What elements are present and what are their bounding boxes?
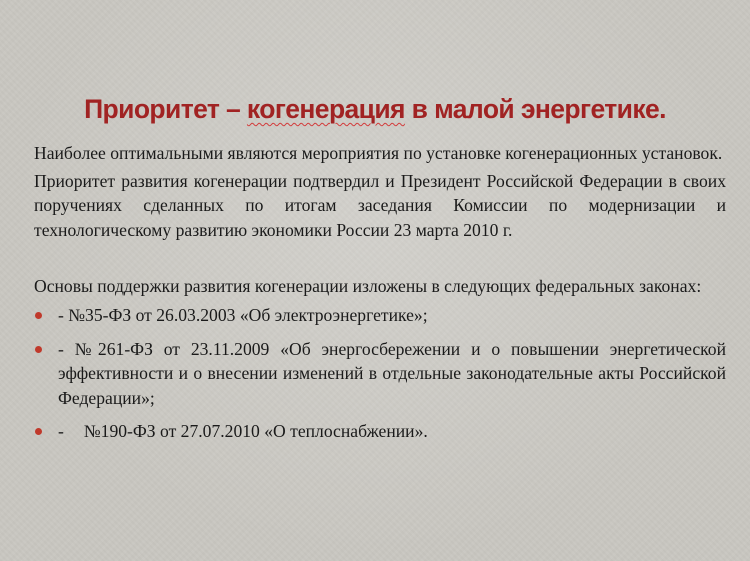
paragraph-president-priority: Приоритет развития когенерации подтвердил и Президент Российской Федерации в своих поручениях сделанных по итогам заседания Комиссии по модернизации и технологическому развитию экономики России 23 марта 2010 г.	[34, 170, 726, 240]
list-item	[34, 303, 726, 328]
paragraph-optimal-measures: Наиболее оптимальными являются мероприятия по установке когенерационных установок.	[34, 143, 723, 163]
slide-body	[34, 141, 726, 444]
title-underlined-word: когенерация	[246, 93, 405, 124]
title-prefix: Приоритет –	[84, 93, 247, 124]
paragraph-federal-laws-intro: Основы поддержки развития когенерации изложены в следующих федеральных законах:	[34, 276, 702, 297]
federal-laws-list	[34, 303, 726, 444]
list-item	[34, 419, 726, 444]
bullet-dot-icon	[35, 312, 42, 319]
law-35-text: - №35-ФЗ от 26.03.2003 «Об электроэнергетике»;	[58, 304, 428, 325]
title-suffix: в малой энергетике.	[404, 93, 666, 124]
slide-title	[0, 94, 750, 125]
law-261-text: - №261-ФЗ от 23.11.2009 «Об энергосбережении и о повышении энергетической эффективности и о внесении изменений в отдельные законодательные акты Российской Федерации»;	[58, 338, 726, 408]
bullet-dot-icon	[35, 346, 42, 353]
law-190-text: №190-ФЗ от 27.07.2010 «О теплоснабжении».	[83, 421, 428, 442]
list-item	[34, 337, 726, 411]
law-190-dash: -	[58, 421, 64, 442]
bullet-dot-icon	[35, 428, 42, 435]
